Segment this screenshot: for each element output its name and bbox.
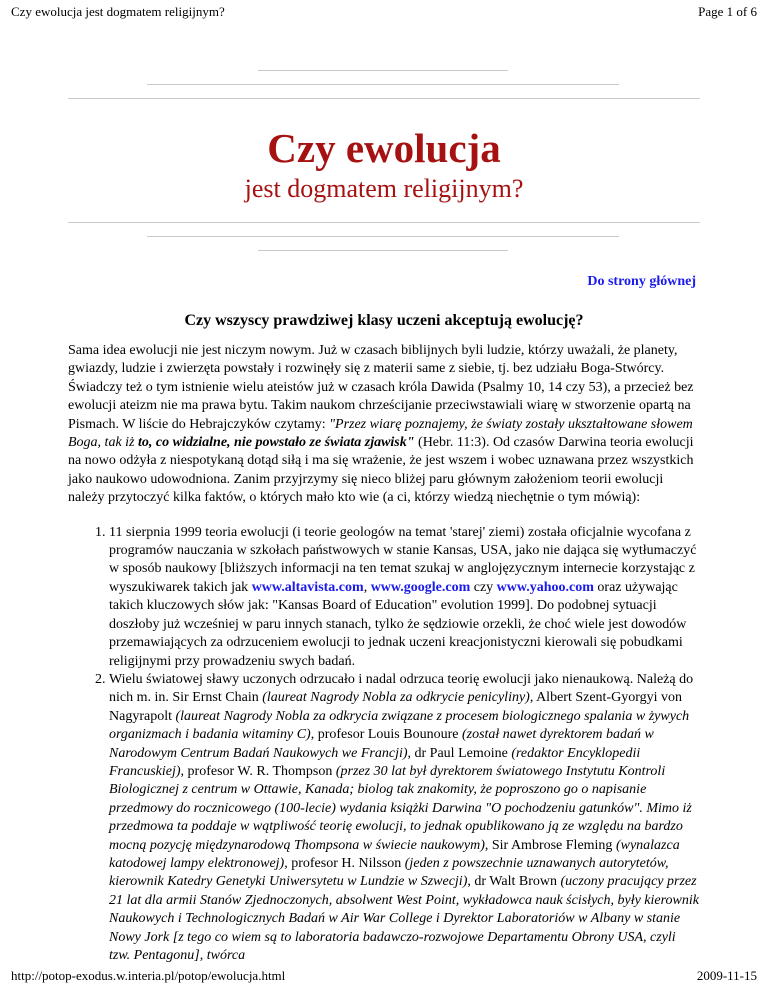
item2-i6: (wynalazca katodowej lampy elektronowej) [109,837,680,871]
print-footer [11,968,757,984]
item2-s2: , Albert Szent-Gyorgyi von Nagyrapolt [109,690,683,724]
item2-s1: Wielu światowej sławy uczonych odrzucało i nadal odrzuca teorię ewolucji jako nienaukową. Należą do nich m. in. Sir Ernst Chain [109,671,694,706]
divider [147,236,619,237]
divider [68,98,700,99]
item2-i8: (uczony pracujący przez 21 lat dla armii Stanów Zjednoczonych, absolwent West Point, wykładowca nauk ścisłych, były kierownik Naukowych i Technologicznych Badań w Air War College i Dyrektor Laboratoriów w Albany w stanie Nowy Jork [z tego co wiem są to laboratoria badawczo-rozwojowe Departamentu Obrony USA, czyli tzw. Pentagonu], twórca [109,874,699,963]
link-google[interactable]: www.google.com [370,579,471,595]
divider [68,222,700,223]
divider [258,250,508,251]
item2-i2: (laureat Nagrody Nobla za odkrycia związane z procesem biologicznego spalania w żywych organizmach i badania witaminy C) [109,708,690,743]
item2-i1: (laureat Nagrody Nobla za odkrycie penicyliny) [262,690,530,706]
list-item [109,524,700,671]
print-footer-url: http://potop-exodus.w.interia.pl/potop/ewolucja.html [11,968,286,983]
page-title [0,126,768,204]
divider [258,70,508,71]
item2-s8: , dr Walt Brown [467,874,561,890]
item2-i4: (redaktor Encyklopedii Francuskiej) [109,745,641,779]
item2-i7: (jeden z powszechnie uznawanych autorytetów, kierownik Katedry Genetyki Uniwersytetu w Lundzie w Szwecji) [109,855,669,890]
intro-text-2: (Hebr. 11:3). Od czasów Darwina teoria ewolucji na nowo odżyła z niespotykaną dotąd siłą i ma się wrażenie, że jest wszem i wobec uznawana przez wszystkich jako naukowo udowodniona. Zanim przyjrzymy się nieco bliżej paru głównym założeniom teorii ewolucji należy przytoczyć kilka faktów, o których mało kto wie (a ci, którzy wiedzą niechętnie o tym mówią): [68,435,694,506]
item1-text-b: oraz używając takich kluczowych słów jak: "Kansas Board of Education" evolution 1999]. Do podobnej sytuacji doszłoby już wcześniej w paru innych stanach, tylko że sędziowie orzekli, że choć wiele jest dowodów przemawiających za odrzuceniem ewolucji to jednak uczeni kreacjonistyczni kierowali się pobudkami religijnymi przy prowadzeniu swych badań. [109,579,687,669]
item1-text-a: 11 sierpnia 1999 teoria ewolucji (i teorie geologów na temat 'starej' ziemi) została oficjalnie wycofana z programów nauczania w szkołach państwowych w stanie Kansas, USA, jako nie dająca się wytłumaczyć w sposób naukowy [bliższych informacji na ten temat szukaj w anglojęzycznym internecie korzystając z wyszukiwarek takich jak [109,524,697,595]
intro-quote-b: to, co widzialne, nie powstało ze świata zjawisk" [138,435,415,451]
print-header [11,4,757,20]
page-title-line1: Czy ewolucja [267,125,501,171]
section-heading: Czy wszyscy prawdziwej klasy uczeni akceptują ewolucję? [184,312,584,329]
home-link[interactable]: Do strony głównej [587,274,696,289]
item2-s4: , dr Paul Lemoine [407,745,512,761]
print-header-title: Czy ewolucja jest dogmatem religijnym? [11,4,225,19]
divider [147,84,619,85]
item2-i3: (został nawet dyrektorem badań w Narodowym Centrum Badań Naukowych we Francji) [109,727,654,761]
item1-sep1: , [363,579,371,595]
intro-quote-a: "Przez wiarę poznajemy, że światy zostały ukształtowane słowem Boga, tak iż [68,416,693,451]
item2-s3: , profesor Louis Bounoure [310,727,462,743]
item2-i5: (przez 30 lat był dyrektorem światowego Instytutu Kontroli Biologicznej z centrum w Ottawie, Kanada; biolog tak znakomity, że poproszono go o napisanie przedmowy do rocznicowego (100-lecie) wydania książki Darwina "O pochodzeniu gatunków". Mimo iż przedmowa ta poddaje w wątpliwość teorię ewolucji, to jednak opublikowano ją ze względu na bardzo mocną pozycję międzynarodową Thompsona w świecie naukowym) [109,763,692,853]
article-body [68,342,700,965]
intro-paragraph [68,342,700,508]
list-item [109,671,700,966]
page-title-line2: jest dogmatem religijnym? [244,174,524,203]
item2-s5: , profesor W. R. Thompson [180,763,336,779]
link-yahoo[interactable]: www.yahoo.com [496,579,594,595]
intro-text-1: Sama idea ewolucji nie jest niczym nowym. Już w czasach biblijnych byli ludzie, którzy uważali, że planety, gwiazdy, ludzie i zwierzęta powstały i rozwinęły się z materii same z siebie, tj. bez udziału Boga-Stwórcy. Świadczy też o tym istnienie wielu ateistów już w czasach króla Dawida (Psalmy 10, 14 czy 53), a przecież bez ewolucji ateizm nie ma prawa bytu. Takim naukom chrześcijanie przeciwstawiali wiarę w stworzenie opartą na Pismach. W liście do Hebrajczyków czytamy: [68,343,694,432]
item2-s7: , profesor H. Nilsson [284,855,405,871]
item1-sep2: czy [470,579,497,595]
print-page-number: Page 1 of 6 [698,4,757,19]
facts-list [68,524,700,966]
link-altavista[interactable]: www.altavista.com [251,579,364,595]
print-footer-date: 2009-11-15 [696,968,757,983]
item2-s6: , Sir Ambrose Fleming [484,837,616,853]
